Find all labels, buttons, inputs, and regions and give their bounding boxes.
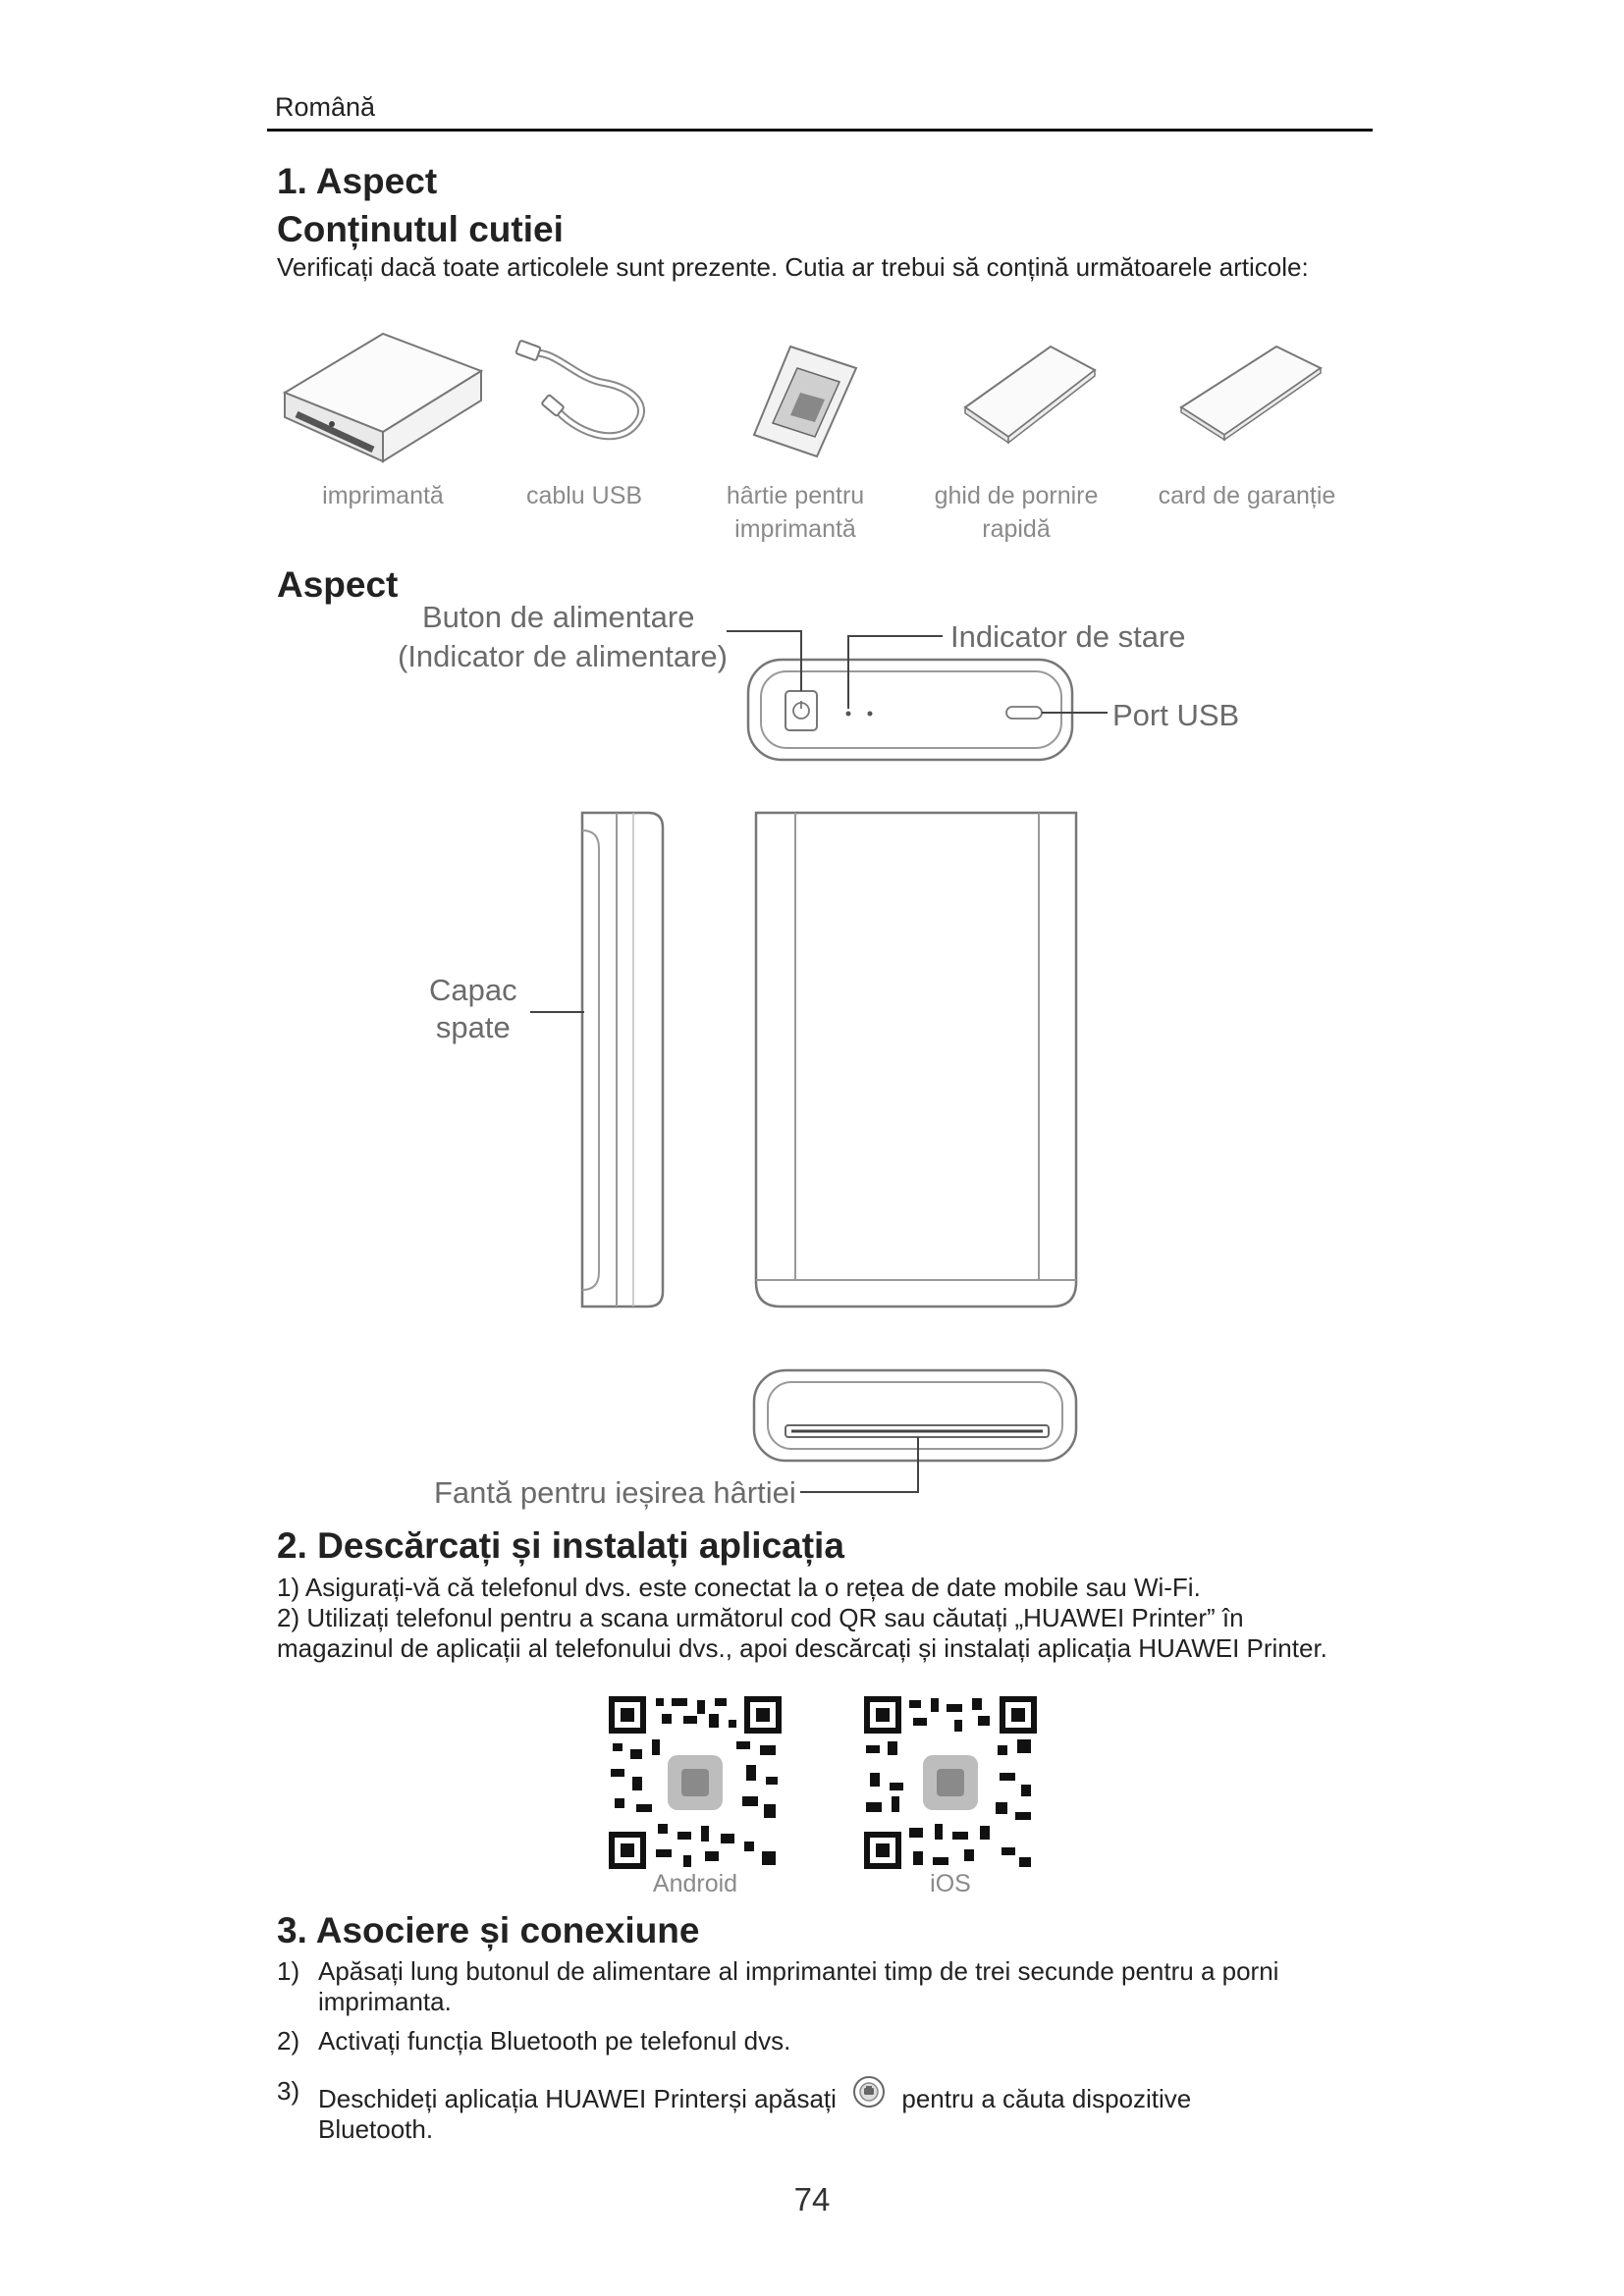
item-caption-usb-cable: cablu USB bbox=[525, 482, 643, 509]
section-2-title: 2. Descărcați și instalați aplicația bbox=[277, 1525, 844, 1566]
callout-paper-slot: Fantă pentru ieșirea hârtiei bbox=[434, 1475, 796, 1510]
language-label: Română bbox=[275, 92, 376, 122]
item-caption-warranty-card: card de garanție bbox=[1158, 482, 1336, 509]
qr-code-android[interactable] bbox=[607, 1694, 784, 1871]
callout-usb-port: Port USB bbox=[1112, 698, 1240, 732]
callout-back-cover: Capac spate bbox=[429, 973, 517, 1044]
section-3-title: 3. Asociere și conexiune bbox=[277, 1910, 700, 1950]
section-3-step-2: 2) Activați funcția Bluetooth pe telefonul dvs. bbox=[277, 2026, 791, 2056]
section-1-title: 1. Aspect bbox=[277, 161, 438, 201]
bluetooth-search-icon bbox=[851, 2076, 887, 2111]
section-2-step-2: 2) Utilizați telefonul pentru a scana următorul cod QR sau căutați „HUAWEI Printer” în magazinul de aplicații al telefonului dvs., apoi descărcați și instalați aplicația HUAWEI Printer. bbox=[277, 1603, 1327, 1663]
qr-code-ios[interactable] bbox=[862, 1694, 1039, 1871]
page-number: 74 bbox=[793, 2181, 831, 2217]
appearance-heading: Aspect bbox=[277, 564, 399, 605]
box-contents-intro: Verificați dacă toate articolele sunt prezente. Cutia ar trebui să conțină următoarele articole: bbox=[277, 252, 1309, 282]
callout-status-indicator: Indicator de stare bbox=[950, 619, 1186, 654]
qr-android-label: Android bbox=[652, 1870, 738, 1897]
qr-ios-label: iOS bbox=[930, 1870, 971, 1897]
section-3-step-3: 3) Deschideți aplicația HUAWEI Printerși apăsați pentru a căuta dispozitive Bluetooth. bbox=[277, 2076, 1192, 2144]
item-caption-printer: imprimantă bbox=[322, 482, 444, 509]
item-caption-printer-paper: hârtie pentru imprimantă bbox=[726, 482, 865, 543]
section-2-step-1: 1) Asigurați-vă că telefonul dvs. este conectat la o rețea de date mobile sau Wi-Fi. bbox=[277, 1573, 1201, 1602]
item-caption-quick-start-guide: ghid de pornire rapidă bbox=[934, 482, 1099, 543]
box-contents-heading: Conținutul cutiei bbox=[277, 209, 564, 249]
callout-power-button: Buton de alimentare bbox=[422, 600, 695, 634]
callout-power-indicator: (Indicator de alimentare) bbox=[398, 639, 728, 673]
section-3-step-1: 1) Apăsați lung butonul de alimentare al imprimantei timp de trei secunde pentru a porni imprimanta. bbox=[277, 1956, 1279, 2016]
